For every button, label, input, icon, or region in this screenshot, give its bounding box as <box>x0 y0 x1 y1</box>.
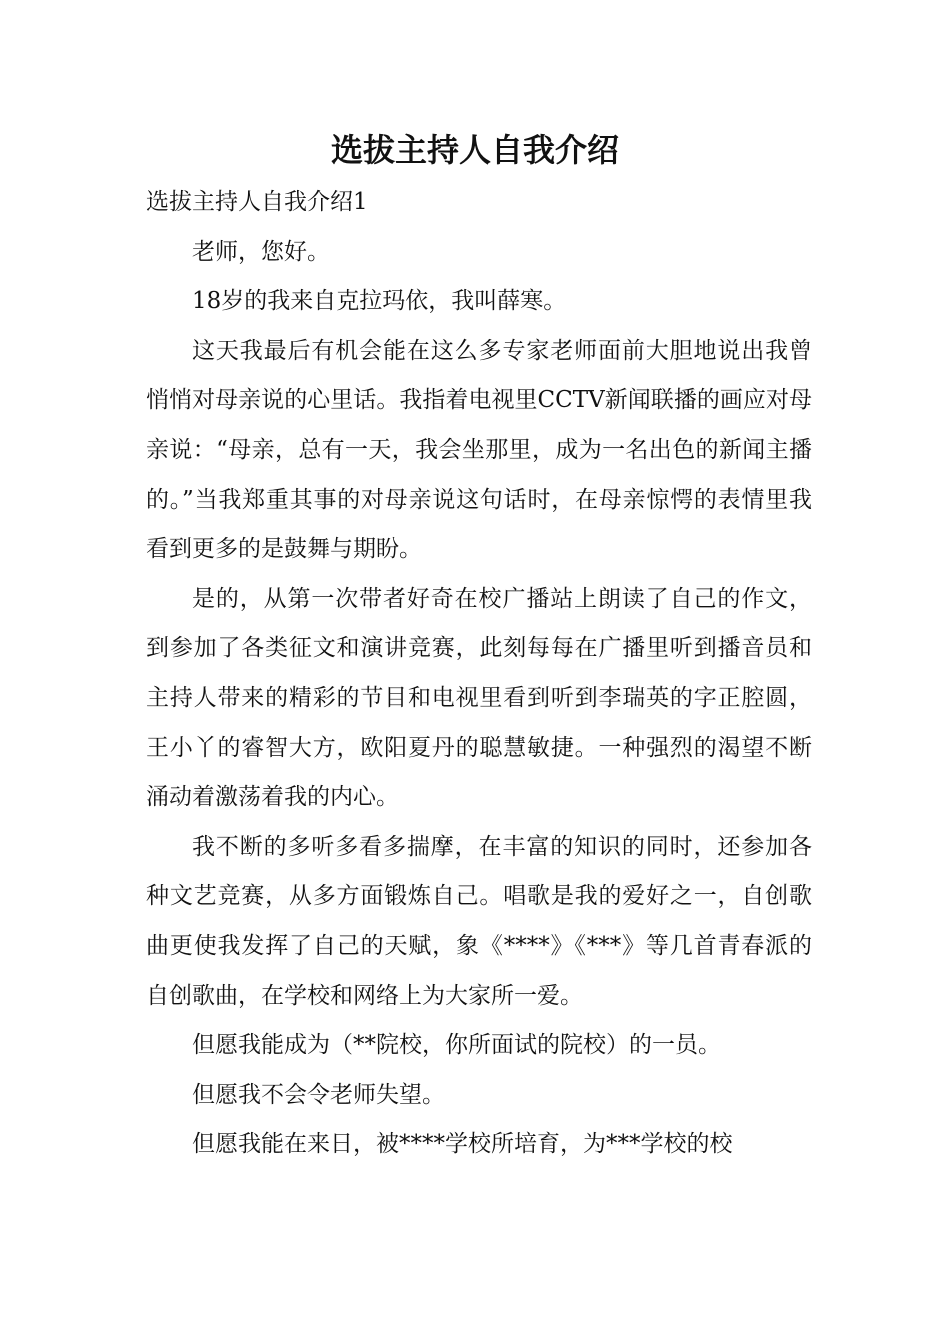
document-title: 选拔主持人自我介绍 <box>330 131 619 169</box>
document-body <box>146 178 812 1170</box>
paragraph-wish-3: 但愿我能在来日，被****学校所培育，为***学校的校 <box>192 1131 733 1158</box>
paragraph-dream: 这天我最后有机会能在这么多专家老师面前大胆地说出我曾悄悄对母亲说的心里话。我指着电视里CCTV新闻联播的画应对母亲说：“母亲，总有一天，我会坐那里，成为一名出色的新闻主播的。”当我郑重其事的对母亲说这句话时，在母亲惊愕的表情里我看到更多的是鼓舞与期盼。 <box>146 337 812 563</box>
paragraph-wish-2: 但愿我不会令老师失望。 <box>192 1081 445 1108</box>
paragraph-intro: 18岁的我来自克拉玛依，我叫薛寒。 <box>192 288 567 315</box>
paragraph-greeting: 老师，您好。 <box>192 238 330 265</box>
paragraph-experience: 是的，从第一次带者好奇在校广播站上朗读了自己的作文，到参加了各类征文和演讲竞赛，此刻每每在广播里听到播音员和主持人带来的精彩的节目和电视里看到听到李瑞英的字正腔圆，王小丫的睿智大方，欧阳夏丹的聪慧敏捷。一种强烈的渴望不断涌动着激荡着我的内心。 <box>146 585 812 811</box>
paragraph-practice: 我不断的多听多看多揣摩，在丰富的知识的同时，还参加各种文艺竞赛，从多方面锻炼自己。唱歌是我的爱好之一，自创歌曲更使我发挥了自己的天赋，象《****》《***》等几首青春派的自创歌曲，在学校和网络上为大家所一爱。 <box>146 833 812 1009</box>
paragraph-wish-1: 但愿我能成为（**院校，你所面试的院校）的一员。 <box>192 1032 721 1059</box>
section-heading: 选拔主持人自我介绍1 <box>146 189 368 215</box>
